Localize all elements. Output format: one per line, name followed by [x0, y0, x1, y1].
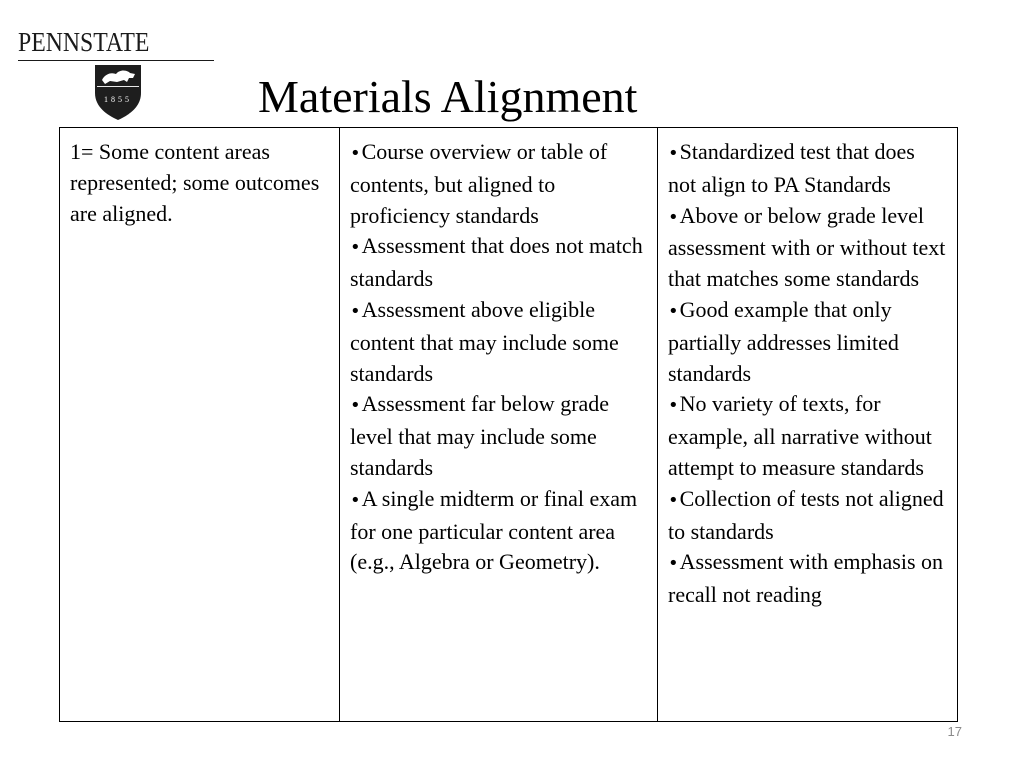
page-number: 17: [947, 724, 962, 739]
list-item: • Standardized test that does not align to PA Standards: [668, 137, 947, 201]
list-item: • Good example that only partially addresses limited standards: [668, 295, 947, 389]
column-2-cell: [340, 128, 658, 722]
list-item: • A single midterm or final exam for one particular content area (e.g., Algebra or Geometry).: [350, 484, 647, 578]
nittany-lion-shield-icon: [93, 63, 143, 121]
list-item: • Assessment with emphasis on recall not reading: [668, 547, 947, 611]
logo-wordmark: PENNSTATE: [18, 27, 150, 57]
column-3-cell: [658, 128, 958, 722]
list-item: • Above or below grade level assessment with or without text that matches some standards: [668, 201, 947, 295]
level-description: 1= Some content areas represented; some outcomes are aligned.: [70, 139, 320, 226]
list-item: • Assessment that does not match standards: [350, 231, 647, 295]
column-3-list: [668, 137, 947, 611]
rubric-table: [59, 127, 958, 722]
level-description-cell: [60, 128, 340, 722]
list-item: • Assessment above eligible content that may include some standards: [350, 295, 647, 389]
list-item: • Collection of tests not aligned to standards: [668, 484, 947, 548]
list-item: • Course overview or table of contents, but aligned to proficiency standards: [350, 137, 647, 231]
column-2-list: [350, 137, 647, 578]
logo-year: 1855: [104, 95, 132, 104]
list-item: • Assessment far below grade level that may include some standards: [350, 389, 647, 483]
penn-state-logo: [18, 26, 214, 122]
table-row: [60, 128, 958, 722]
slide-title: Materials Alignment: [258, 71, 638, 122]
list-item: • No variety of texts, for example, all narrative without attempt to measure standards: [668, 389, 947, 483]
logo-rule: [18, 60, 214, 61]
